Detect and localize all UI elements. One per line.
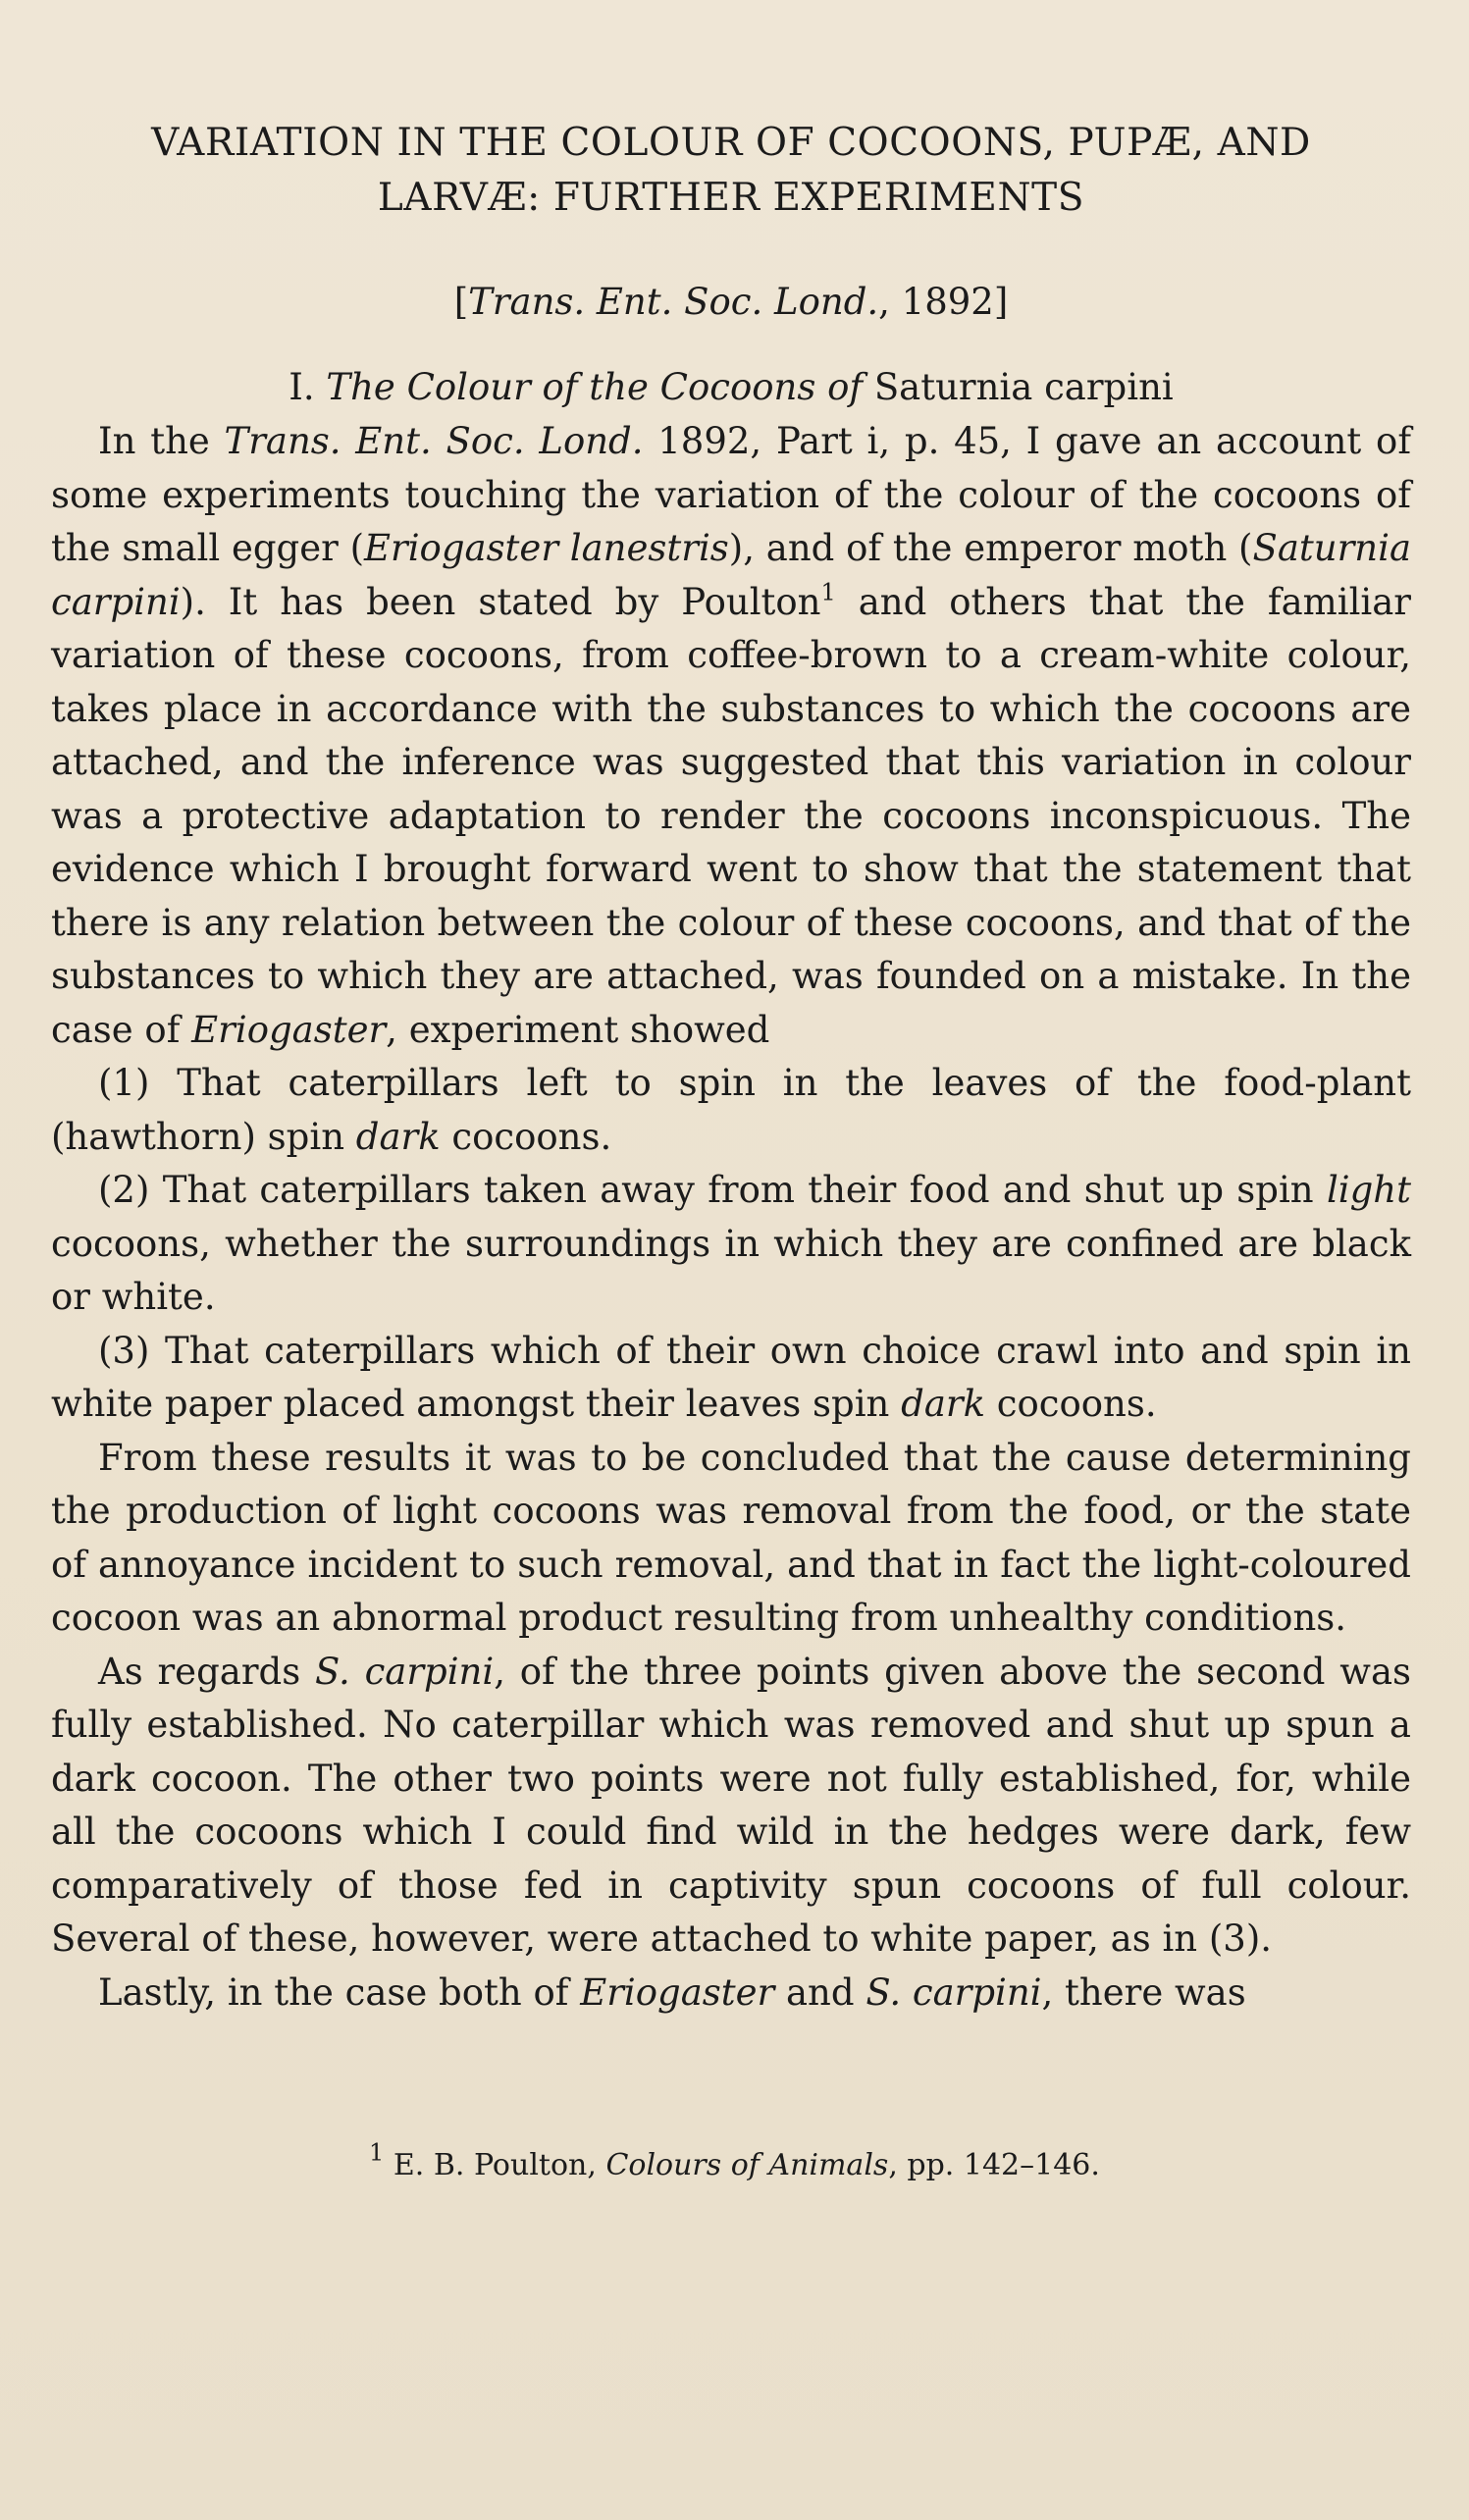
paragraph: [51, 1967, 1411, 2021]
text-run: , there was: [1041, 1970, 1246, 2014]
paragraph: [51, 1646, 1411, 1967]
text-run: cocoons, whether the surroundings in which they are confined are black or white.: [51, 1222, 1411, 1318]
text-run: , experiment showed: [386, 1008, 770, 1051]
title-line-1: VARIATION IN THE COLOUR OF COCOONS, PUPÆ, AND: [151, 121, 1311, 165]
text-run: cocoons.: [440, 1115, 612, 1158]
footnote: [0, 2138, 1469, 2185]
paragraph: [51, 415, 1411, 1057]
text-run: and others that the familiar variation of these cocoons, from coffee-brown to a cream-white colour, takes place in accordance with the substances to which the cocoons are attached, and the inference was suggested that this variation in colour was a protective adaptation to render the cocoons inconspicuous. The evidence which I brought forward went to show that the statement that there is any relation between the colour of these cocoons, and that of the substances to which they are attached, was founded on a mistake. In the case of: [51, 580, 1411, 1051]
text-run: , of the three points given above the second was fully established. No caterpillar which was removed and shut up spun a dark cocoon. The other two points were not fully established, for, while all the cocoons which I could find wild in the hedges were dark, few comparatively of those fed in captivity spun cocoons of full colour. Several of these, however, were attached to white paper, as in (3).: [51, 1650, 1411, 1960]
footnote-mark: 1: [369, 2138, 385, 2167]
list-item: [51, 1057, 1411, 1164]
italic-text: Eriogaster: [580, 1970, 775, 2014]
footnote-reference: 1: [820, 578, 836, 606]
italic-text: dark: [355, 1115, 441, 1158]
citation-journal: Trans. Ent. Soc. Lond.: [468, 281, 879, 323]
citation-open: [: [453, 281, 469, 323]
footnote-pages: , pp. 142–146.: [888, 2148, 1100, 2182]
text-run: As regards: [98, 1650, 315, 1693]
title-line-2: LARVÆ: FURTHER EXPERIMENTS: [377, 176, 1085, 220]
footnote-work: Colours of Animals: [605, 2148, 889, 2182]
citation-rest: , 1892]: [878, 281, 1009, 323]
body-text: [51, 415, 1411, 2020]
text-run: ), and of the emperor moth (: [728, 527, 1253, 569]
italic-text: dark: [901, 1383, 985, 1425]
footnote-author: E. B. Poulton,: [393, 2148, 597, 2182]
text-run: ). It has been stated by Poulton: [180, 580, 821, 623]
citation: [51, 275, 1411, 330]
page-content: [51, 116, 1411, 2020]
section-italic-title: The Colour of the Cocoons of: [326, 366, 864, 408]
text-run: Lastly, in the case both of: [98, 1970, 581, 2014]
section-number: I.: [289, 366, 315, 408]
section-heading: [51, 360, 1411, 415]
italic-text: Eriogaster lanestris: [364, 527, 729, 569]
text-run: In the: [98, 420, 225, 462]
list-item: [51, 1325, 1411, 1432]
italic-text: S. carpini: [314, 1650, 495, 1693]
text-run: (2) That caterpillars taken away from their food and shut up spin: [98, 1169, 1327, 1211]
article-title: [51, 116, 1411, 226]
text-run: and: [774, 1970, 866, 2014]
paragraph: [51, 1432, 1411, 1646]
text-run: 1892, Part i, p. 45, I gave an account of some experiments touching the variation of the colour of the cocoons of the small egger (: [51, 420, 1412, 569]
italic-text: light: [1326, 1169, 1411, 1211]
italic-text: Trans. Ent. Soc. Lond.: [224, 420, 644, 462]
list-item: [51, 1164, 1411, 1325]
text-run: (1) That caterpillars left to spin in the leaves of the food-plant (hawthorn) spin: [51, 1062, 1411, 1158]
italic-text: S. carpini: [866, 1970, 1042, 2014]
italic-text: Eriogaster: [191, 1008, 387, 1051]
text-run: From these results it was to be concluded that the cause determining the production of light cocoons was removal from the food, or the state of annoyance incident to such removal, and that in fact the light-coloured cocoon was an abnormal product resulting from unhealthy conditions.: [51, 1436, 1411, 1639]
italic-text: Saturnia carpini: [51, 527, 1412, 623]
section-species: Saturnia carpini: [873, 366, 1174, 408]
text-run: (3) That caterpillars which of their own choice crawl into and spin in white paper placed amongst their leaves spin: [51, 1329, 1411, 1425]
text-run: cocoons.: [985, 1383, 1157, 1425]
